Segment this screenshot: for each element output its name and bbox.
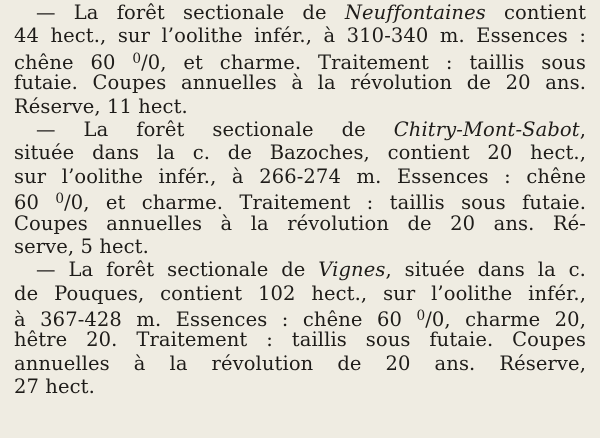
text-segment: /0, charme 20, bbox=[425, 308, 586, 332]
text-segment: /0, et charme. Traitement : taillis sous futaie. bbox=[64, 191, 586, 215]
text-segment: chêne 60 bbox=[14, 50, 133, 74]
percent-sign-superscript: 0 bbox=[132, 50, 142, 67]
paragraph-chitry-mont-sabot bbox=[14, 118, 586, 258]
place-name-italic: Vignes bbox=[318, 258, 386, 282]
paragraph-neuffontaines bbox=[14, 1, 586, 118]
text-line: hêtre 20. Traitement : taillis sous futaie. Coupes bbox=[14, 328, 586, 352]
text-line bbox=[14, 258, 586, 281]
text-line bbox=[14, 188, 586, 215]
text-line bbox=[14, 1, 586, 24]
percent-sign-superscript: 0 bbox=[416, 308, 426, 325]
percent-sign-superscript: 0 bbox=[55, 191, 65, 208]
text-line: futaie. Coupes annuelles à la révolution de 20 ans. bbox=[14, 71, 586, 95]
text-line bbox=[14, 118, 586, 141]
text-line: située dans la c. de Bazoches, contient 20 hect., bbox=[14, 141, 586, 165]
text-segment: — La forêt sectionale de bbox=[36, 258, 319, 282]
text-line bbox=[14, 48, 586, 74]
text-line: 44 hect., sur l’oolithe infér., à 310-340 m. Essences : bbox=[14, 24, 586, 48]
text-line: 27 hect. bbox=[14, 375, 95, 399]
text-segment: , bbox=[579, 117, 586, 141]
text-line: Coupes annuelles à la révolution de 20 ans. Ré- bbox=[14, 211, 586, 235]
text-segment: à 367-428 m. Essences : chêne 60 bbox=[14, 308, 417, 332]
text-segment: — La forêt sectionale de bbox=[36, 1, 345, 24]
place-name-italic: Chitry-Mont-Sabot bbox=[393, 117, 580, 141]
text-line: Réserve, 11 hect. bbox=[14, 94, 188, 118]
text-segment: 60 bbox=[14, 191, 56, 215]
text-segment: /0, et charme. Traitement : taillis sous bbox=[141, 50, 586, 74]
text-segment: , située dans la c. bbox=[385, 258, 586, 282]
text-line bbox=[14, 305, 586, 332]
text-line: annuelles à la révolution de 20 ans. Réserve, bbox=[14, 351, 586, 375]
paragraph-vignes bbox=[14, 258, 586, 398]
text-segment: — La forêt sectionale de bbox=[36, 117, 394, 141]
text-line: serve, 5 hect. bbox=[14, 234, 149, 258]
text-line: de Pouques, contient 102 hect., sur l’oolithe infér., bbox=[14, 281, 586, 305]
text-line: sur l’oolithe infér., à 266-274 m. Essences : chêne bbox=[14, 164, 586, 188]
text-segment: contient bbox=[485, 1, 587, 24]
place-name-italic: Neuffontaines bbox=[344, 1, 486, 24]
